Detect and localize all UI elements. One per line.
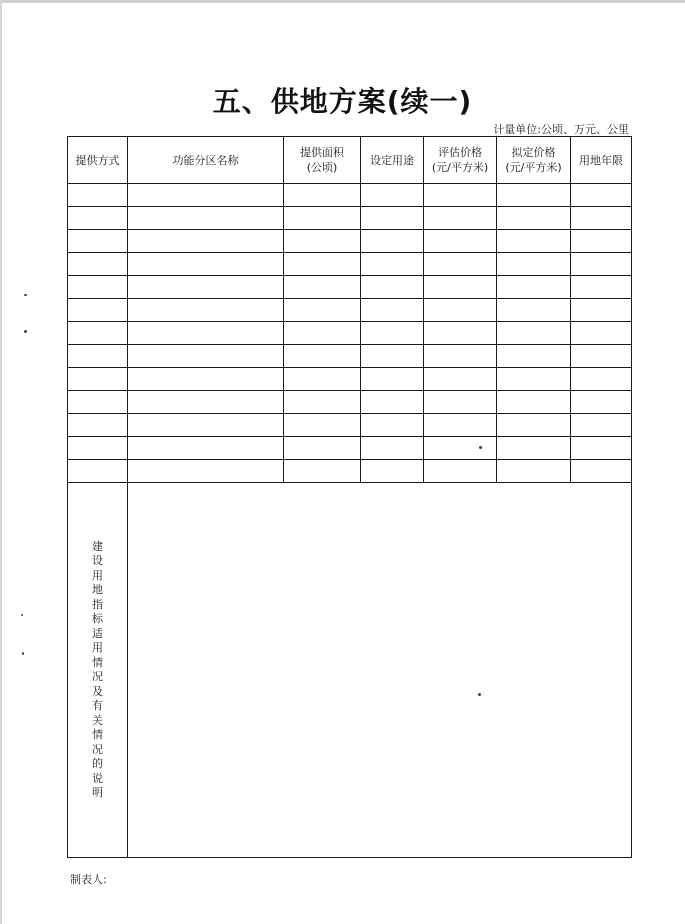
area-cell[interactable] xyxy=(284,460,361,483)
term-cell[interactable] xyxy=(571,368,632,391)
header-zone-name xyxy=(128,137,284,184)
supply-method-cell[interactable] xyxy=(68,230,128,253)
table-row xyxy=(68,391,632,414)
header-assessed-price-unit: (元/平方米) xyxy=(431,161,489,174)
proposed-price-cell[interactable] xyxy=(497,368,571,391)
table-row xyxy=(68,322,632,345)
zone-name-cell[interactable] xyxy=(128,345,284,368)
term-cell[interactable] xyxy=(571,253,632,276)
land-supply-table xyxy=(67,136,632,858)
proposed-price-cell[interactable] xyxy=(497,322,571,345)
assessed-price-cell[interactable] xyxy=(424,391,497,414)
notes-content-cell[interactable] xyxy=(128,483,632,858)
zone-name-cell[interactable] xyxy=(128,368,284,391)
proposed-price-cell[interactable] xyxy=(497,345,571,368)
supply-method-cell[interactable] xyxy=(68,368,128,391)
term-cell[interactable] xyxy=(571,414,632,437)
zone-name-cell[interactable] xyxy=(128,437,284,460)
preparer-label: 制表人: xyxy=(70,873,107,886)
scan-speck xyxy=(479,446,482,449)
zone-name-cell[interactable] xyxy=(128,207,284,230)
table-row xyxy=(68,230,632,253)
assessed-price-cell[interactable] xyxy=(424,184,497,207)
header-proposed-price-unit: (元/平方米) xyxy=(505,161,562,174)
area-cell[interactable] xyxy=(284,299,361,322)
term-cell[interactable] xyxy=(571,207,632,230)
supply-method-cell[interactable] xyxy=(68,207,128,230)
proposed-price-cell[interactable] xyxy=(497,391,571,414)
unit-note: 计量单位:公顷、万元、公里 xyxy=(493,123,629,136)
supply-method-cell[interactable] xyxy=(68,299,128,322)
proposed-price-cell[interactable] xyxy=(497,276,571,299)
term-cell[interactable] xyxy=(571,391,632,414)
header-term xyxy=(571,137,632,184)
header-assessed-price xyxy=(424,137,497,184)
purpose-cell[interactable] xyxy=(361,253,424,276)
area-cell[interactable] xyxy=(284,276,361,299)
proposed-price-cell[interactable] xyxy=(497,253,571,276)
assessed-price-cell[interactable] xyxy=(424,322,497,345)
proposed-price-cell[interactable] xyxy=(497,460,571,483)
assessed-price-cell[interactable] xyxy=(424,437,497,460)
purpose-cell[interactable] xyxy=(361,207,424,230)
proposed-price-cell[interactable] xyxy=(497,414,571,437)
table-row xyxy=(68,414,632,437)
area-cell[interactable] xyxy=(284,207,361,230)
table-row xyxy=(68,253,632,276)
header-area-label: 提供面积 xyxy=(300,146,344,159)
assessed-price-cell[interactable] xyxy=(424,414,497,437)
table-header-row xyxy=(68,137,632,184)
zone-name-cell[interactable] xyxy=(128,391,284,414)
proposed-price-cell[interactable] xyxy=(497,299,571,322)
zone-name-cell[interactable] xyxy=(128,184,284,207)
header-zone-name-label: 功能分区名称 xyxy=(172,153,239,167)
zone-name-cell[interactable] xyxy=(128,299,284,322)
header-proposed-price-label: 拟定价格 xyxy=(511,146,556,159)
supply-method-cell[interactable] xyxy=(68,391,128,414)
scan-top-edge xyxy=(0,0,685,3)
assessed-price-cell[interactable] xyxy=(424,230,497,253)
term-cell[interactable] xyxy=(571,184,632,207)
supply-method-cell[interactable] xyxy=(68,276,128,299)
supply-method-cell[interactable] xyxy=(68,322,128,345)
assessed-price-cell[interactable] xyxy=(424,207,497,230)
proposed-price-cell[interactable] xyxy=(497,184,571,207)
assessed-price-cell[interactable] xyxy=(424,368,497,391)
table-row xyxy=(68,460,632,483)
header-supply-method xyxy=(68,137,128,184)
assessed-price-cell[interactable] xyxy=(424,253,497,276)
area-cell[interactable] xyxy=(284,391,361,414)
supply-method-cell[interactable] xyxy=(68,184,128,207)
header-assessed-price-label: 评估价格 xyxy=(438,146,482,159)
supply-method-cell[interactable] xyxy=(68,437,128,460)
table-row xyxy=(68,207,632,230)
proposed-price-cell[interactable] xyxy=(497,230,571,253)
area-cell[interactable] xyxy=(284,368,361,391)
purpose-cell[interactable] xyxy=(361,437,424,460)
table-body xyxy=(68,184,632,858)
zone-name-cell[interactable] xyxy=(128,230,284,253)
notes-label-cell xyxy=(68,483,128,858)
scan-speck xyxy=(21,614,23,616)
header-area xyxy=(284,137,361,184)
zone-name-cell[interactable] xyxy=(128,414,284,437)
zone-name-cell[interactable] xyxy=(128,276,284,299)
purpose-cell[interactable] xyxy=(361,184,424,207)
scan-left-edge xyxy=(0,0,2,924)
term-cell[interactable] xyxy=(571,460,632,483)
area-cell[interactable] xyxy=(284,253,361,276)
area-cell[interactable] xyxy=(284,414,361,437)
header-purpose-label: 设定用途 xyxy=(370,153,414,167)
term-cell[interactable] xyxy=(571,276,632,299)
page-title: 五、供地方案(续一) xyxy=(212,85,473,118)
purpose-cell[interactable] xyxy=(361,322,424,345)
area-cell[interactable] xyxy=(284,345,361,368)
proposed-price-cell[interactable] xyxy=(497,437,571,460)
term-cell[interactable] xyxy=(571,345,632,368)
notes-row xyxy=(68,483,632,858)
table-row xyxy=(68,437,632,460)
purpose-cell[interactable] xyxy=(361,460,424,483)
area-cell[interactable] xyxy=(284,230,361,253)
supply-method-cell[interactable] xyxy=(68,253,128,276)
term-cell[interactable] xyxy=(571,299,632,322)
scan-speck xyxy=(22,652,24,655)
scan-speck xyxy=(478,693,481,696)
assessed-price-cell[interactable] xyxy=(424,345,497,368)
area-cell[interactable] xyxy=(284,184,361,207)
purpose-cell[interactable] xyxy=(361,391,424,414)
purpose-cell[interactable] xyxy=(361,345,424,368)
area-cell[interactable] xyxy=(284,322,361,345)
zone-name-cell[interactable] xyxy=(128,460,284,483)
proposed-price-cell[interactable] xyxy=(497,207,571,230)
purpose-cell[interactable] xyxy=(361,299,424,322)
term-cell[interactable] xyxy=(571,322,632,345)
scan-speck xyxy=(24,330,27,333)
scan-speck xyxy=(24,294,27,296)
notes-label: 建设用地指标适用情况及有关情况的说明 xyxy=(92,539,103,799)
purpose-cell[interactable] xyxy=(361,230,424,253)
header-purpose xyxy=(361,137,424,184)
assessed-price-cell[interactable] xyxy=(424,460,497,483)
header-area-unit: (公顷) xyxy=(306,161,338,174)
table-row xyxy=(68,368,632,391)
header-term-label: 用地年限 xyxy=(579,153,623,167)
header-supply-method-label: 提供方式 xyxy=(75,153,120,167)
area-cell[interactable] xyxy=(284,437,361,460)
term-cell[interactable] xyxy=(571,437,632,460)
purpose-cell[interactable] xyxy=(361,368,424,391)
assessed-price-cell[interactable] xyxy=(424,299,497,322)
purpose-cell[interactable] xyxy=(361,414,424,437)
term-cell[interactable] xyxy=(571,230,632,253)
table-row xyxy=(68,299,632,322)
assessed-price-cell[interactable] xyxy=(424,276,497,299)
purpose-cell[interactable] xyxy=(361,276,424,299)
zone-name-cell[interactable] xyxy=(128,322,284,345)
header-proposed-price xyxy=(497,137,571,184)
supply-method-cell[interactable] xyxy=(68,414,128,437)
supply-method-cell[interactable] xyxy=(68,345,128,368)
table-row xyxy=(68,345,632,368)
zone-name-cell[interactable] xyxy=(128,253,284,276)
supply-method-cell[interactable] xyxy=(68,460,128,483)
table-row xyxy=(68,276,632,299)
table-row xyxy=(68,184,632,207)
